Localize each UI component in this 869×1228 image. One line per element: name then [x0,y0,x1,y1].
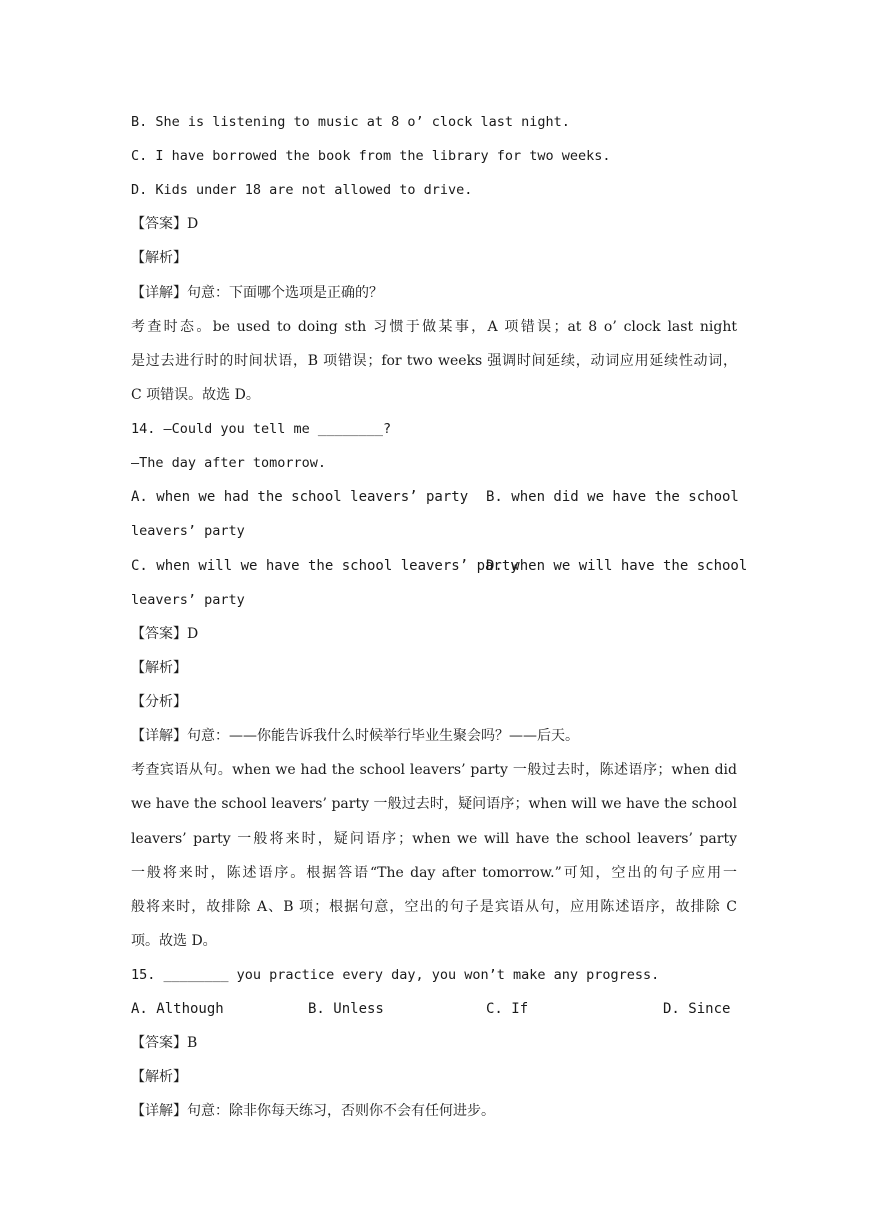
option-a-q14: A. when we had the school leavers’ party [131,489,469,505]
option-d-q13: D. Kids under 18 are not allowed to drive. [131,182,473,198]
detail-q13: 【详解】句意：下面哪个选项是正确的？ [131,285,383,301]
analysis-heading-q15: 【解析】 [131,1069,187,1085]
explanation-q14-line5: 般将来时，故排除 A、B 项；根据句意，空出的句子是宾语从句，应用陈述语序，故排除 C [131,899,737,915]
option-b-q14: B. when did we have the school [486,489,739,505]
option-d-q15: D. Since [663,1001,731,1017]
question-14: 14. —Could you tell me ________? [131,421,392,437]
option-a-q15: A. Although [131,1001,224,1017]
option-d-q14: D. when we will have the school [486,558,748,574]
explanation-q13-line1: 考查时态。be used to doing sth 习惯于做某事，A 项错误；at 8 o’ clock last night [131,319,737,335]
analysis-sub-q14: 【分析】 [131,694,187,710]
option-b-q13: B. She is listening to music at 8 o’ clock last night. [131,114,570,130]
option-d-q14-cont: leavers’ party [131,592,245,608]
analysis-heading-q13: 【解析】 [131,250,187,266]
detail-q14: 【详解】句意：——你能告诉我什么时候举行毕业生聚会吗？——后天。 [131,728,579,744]
option-b-q14-cont: leavers’ party [131,523,245,539]
answer-q14: 【答案】D [131,626,199,642]
explanation-q14-line3: leavers’ party 一般将来时，疑问语序；when we will have the school leavers’ party [131,831,737,847]
explanation-q14-line4: 一般将来时，陈述语序。根据答语“The day after tomorrow.”可知，空出的句子应用一 [131,865,737,881]
analysis-heading-q14: 【解析】 [131,660,187,676]
answer-q15: 【答案】B [131,1035,198,1051]
question-15: 15. ________ you practice every day, you won’t make any progress. [131,967,660,983]
question-14-reply: —The day after tomorrow. [131,455,327,471]
option-c-q15: C. If [486,1001,529,1017]
explanation-q14-line2: we have the school leavers’ party 一般过去时，疑问语序；when will we have the school [131,796,737,812]
explanation-q13-line3: C 项错误。故选 D。 [131,387,260,403]
explanation-q14-line6: 项。故选 D。 [131,933,217,949]
option-c-q13: C. I have borrowed the book from the library for two weeks. [131,148,611,164]
detail-q15: 【详解】句意：除非你每天练习，否则你不会有任何进步。 [131,1103,495,1119]
option-b-q15: B. Unless [308,1001,384,1017]
explanation-q13-line2: 是过去进行时的时间状语，B 项错误；for two weeks 强调时间延续，动词应用延续性动词， [131,353,737,369]
explanation-q14-line1: 考查宾语从句。when we had the school leavers’ party 一般过去时，陈述语序；when did [131,762,737,778]
option-c-q14: C. when will we have the school leavers’ party [131,558,519,574]
answer-q13: 【答案】D [131,216,199,232]
